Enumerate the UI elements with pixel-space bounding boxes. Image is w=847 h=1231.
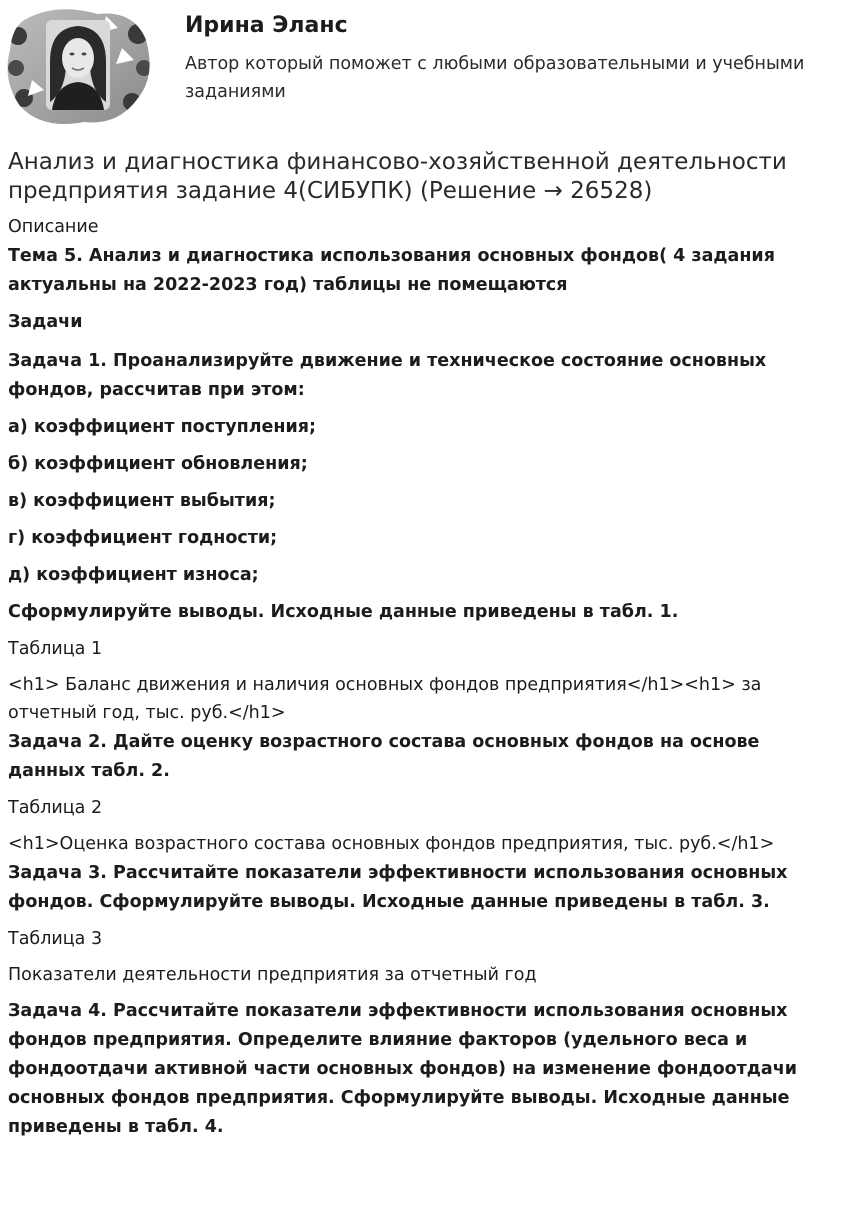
task1-table-caption: <h1> Баланс движения и наличия основных фондов предприятия</h1><h1> за отчетный год, тыс. руб.</h1> (8, 675, 762, 723)
page-title: Анализ и диагностика финансово-хозяйственной деятельности предприятия задание 4(СИБУПК) (Решение → 26528) (8, 149, 787, 204)
task1-text: Задача 1. Проанализируйте движение и техническое состояние основных фондов, рассчитав при этом: (8, 351, 767, 400)
task1-item-c: в) коэффициент выбытия; (8, 491, 276, 511)
task1-item-d: г) коэффициент годности; (8, 528, 278, 548)
author-description: Автор который поможет с любыми образовательными и учебными заданиями (185, 54, 805, 102)
author-avatar[interactable] (6, 6, 152, 128)
description-label: Описание (8, 217, 99, 237)
task1-table-label: Таблица 1 (8, 639, 103, 659)
task2-text: Задача 2. Дайте оценку возрастного состава основных фондов на основе данных табл. 2. (8, 732, 760, 781)
task1-item-b: б) коэффициент обновления; (8, 454, 308, 474)
task3-table-caption: Показатели деятельности предприятия за отчетный год (8, 965, 537, 985)
task4-text: Задача 4. Рассчитайте показатели эффективности использования основных фондов предприятия. Определите влияние факторов (удельного веса и фондоотдачи активной части основных фондов) на изменение фондоотдачи основных фондов предприятия. Сформулируйте выводы. Исходные данные приведены в табл. 4. (8, 1001, 798, 1137)
task3-text: Задача 3. Рассчитайте показатели эффективности использования основных фондов. Сформулируйте выводы. Исходные данные приведены в табл. 3. (8, 863, 788, 912)
task3-table-label: Таблица 3 (8, 929, 103, 949)
task1-conclusion: Сформулируйте выводы. Исходные данные приведены в табл. 1. (8, 602, 679, 622)
task2-table-caption: <h1>Оценка возрастного состава основных фондов предприятия, тыс. руб.</h1> (8, 834, 775, 854)
task2-table-label: Таблица 2 (8, 798, 103, 818)
tasks-label: Задачи (8, 312, 83, 332)
topic-heading: Тема 5. Анализ и диагностика использования основных фондов( 4 задания актуальны на 2022-2023 год) таблицы не помещаются (8, 246, 775, 295)
task1-item-a: а) коэффициент поступления; (8, 417, 316, 437)
avatar-image (6, 6, 152, 128)
author-name[interactable]: Ирина Эланс (185, 13, 348, 38)
main-content (8, 148, 842, 1142)
author-header (0, 0, 847, 130)
task1-item-e: д) коэффициент износа; (8, 565, 259, 585)
